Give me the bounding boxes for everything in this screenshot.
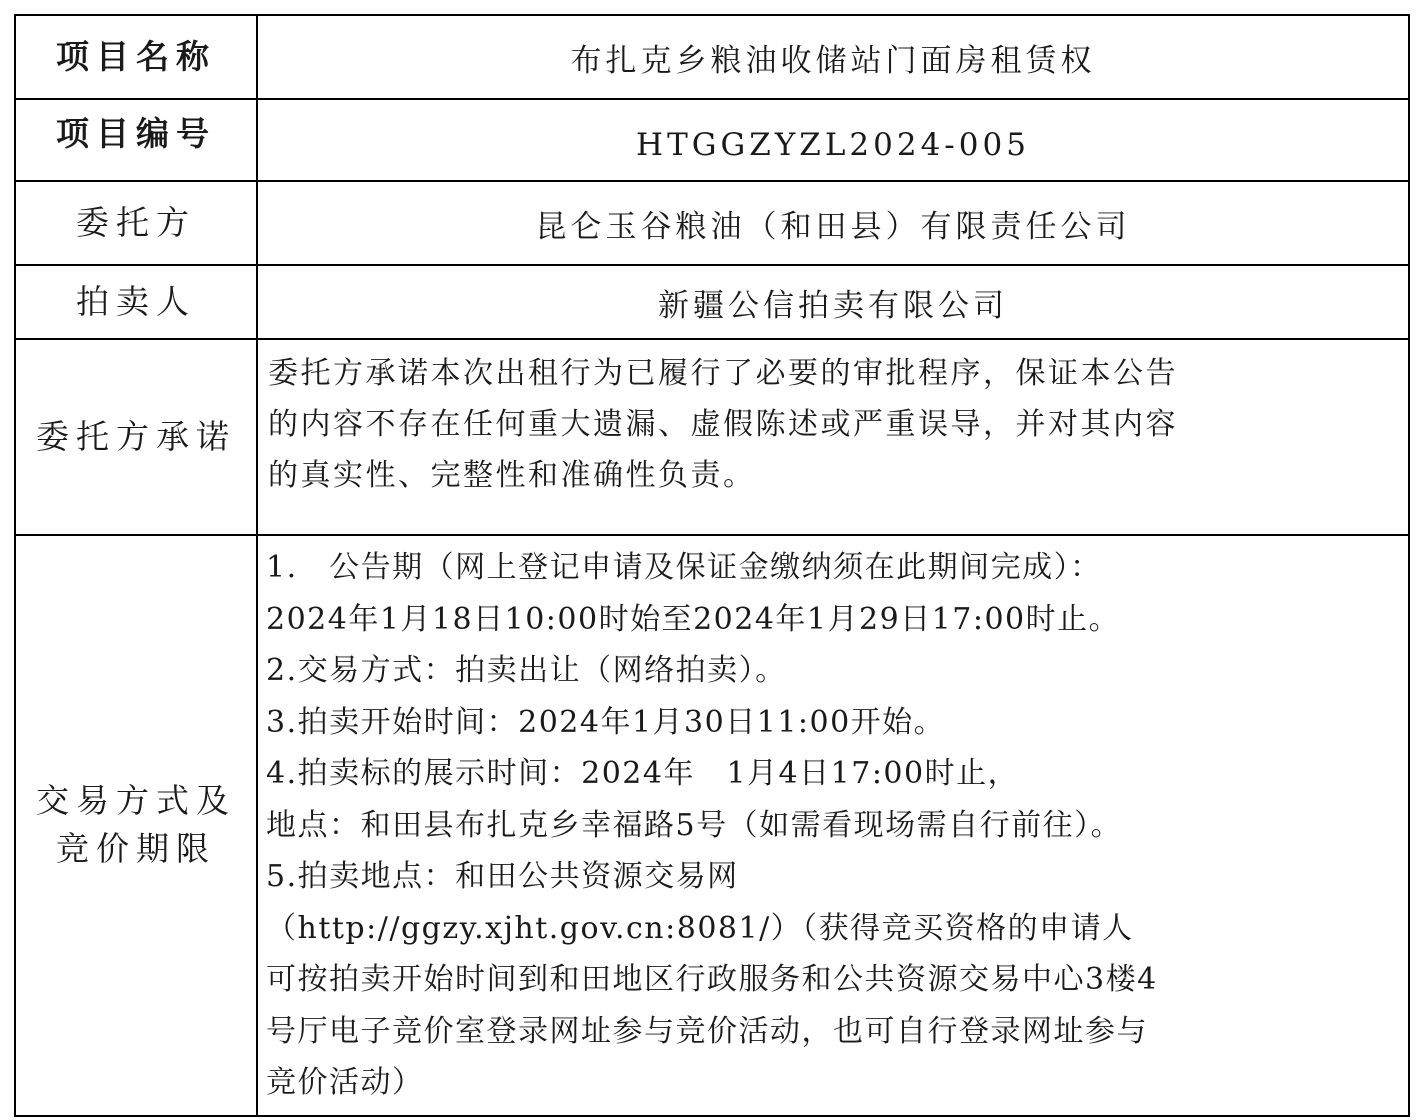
detail-line: 5.拍卖地点：和田公共资源交易网 — [266, 859, 739, 894]
row-client — [15, 181, 1409, 265]
detail-line: 可按拍卖开始时间到和田地区行政服务和公共资源交易中心3楼4 — [266, 962, 1158, 997]
client-label: 委托方 — [15, 181, 257, 265]
trade-method-label-line: 交易方式及 — [36, 781, 236, 821]
client-value: 昆仑玉谷粮油（和田县）有限责任公司 — [257, 181, 1409, 265]
detail-line: 4.拍卖标的展示时间：2024年 1月4日17:00时止， — [266, 756, 1020, 791]
commitment-line: 的内容不存在任何重大遗漏、虚假陈述或严重误导，并对其内容 — [268, 407, 1178, 442]
project-number-value: HTGGZYZL2024-005 — [257, 99, 1409, 181]
row-client-commitment — [15, 339, 1409, 535]
detail-line: （http://ggzy.xjht.gov.cn:8081/）（获得竞买资格的申请人 — [266, 910, 1134, 946]
commitment-line: 的真实性、完整性和准确性负责。 — [268, 458, 756, 493]
detail-line: 号厅电子竞价室登录网址参与竞价活动，也可自行登录网址参与 — [266, 1013, 1148, 1049]
client-commitment-label: 委托方承诺 — [15, 339, 257, 535]
announcement-table — [14, 14, 1410, 1117]
project-number-label: 项目编号 — [15, 99, 257, 181]
detail-line: 2.交易方式：拍卖出让（网络拍卖）。 — [266, 653, 787, 688]
detail-line: 地点：和田县布扎克乡幸福路5号（如需看现场需自行前往）。 — [266, 807, 1123, 843]
trade-method-label-line: 竞价期限 — [56, 829, 216, 869]
row-project-number — [15, 99, 1409, 181]
commitment-line: 委托方承诺本次出租行为已履行了必要的审批程序，保证本公告 — [268, 356, 1178, 391]
auctioneer-label: 拍卖人 — [15, 265, 257, 339]
detail-line: 2024年1月18日10:00时始至2024年1月29日17:00时止。 — [266, 601, 1121, 637]
detail-line: 竞价活动） — [266, 1065, 424, 1100]
client-commitment-text — [257, 339, 1409, 535]
trade-method-label — [15, 535, 257, 1116]
row-trade-method — [15, 535, 1409, 1116]
project-name-value: 布扎克乡粮油收储站门面房租赁权 — [257, 15, 1409, 99]
detail-line: 3.拍卖开始时间：2024年1月30日11:00开始。 — [266, 704, 946, 740]
auctioneer-value: 新疆公信拍卖有限公司 — [257, 265, 1409, 339]
detail-line: 1. 公告期（网上登记申请及保证金缴纳须在此期间完成）： — [266, 550, 1102, 585]
trade-method-details — [257, 535, 1409, 1116]
row-project-name — [15, 15, 1409, 99]
project-name-label: 项目名称 — [15, 15, 257, 99]
row-auctioneer — [15, 265, 1409, 339]
